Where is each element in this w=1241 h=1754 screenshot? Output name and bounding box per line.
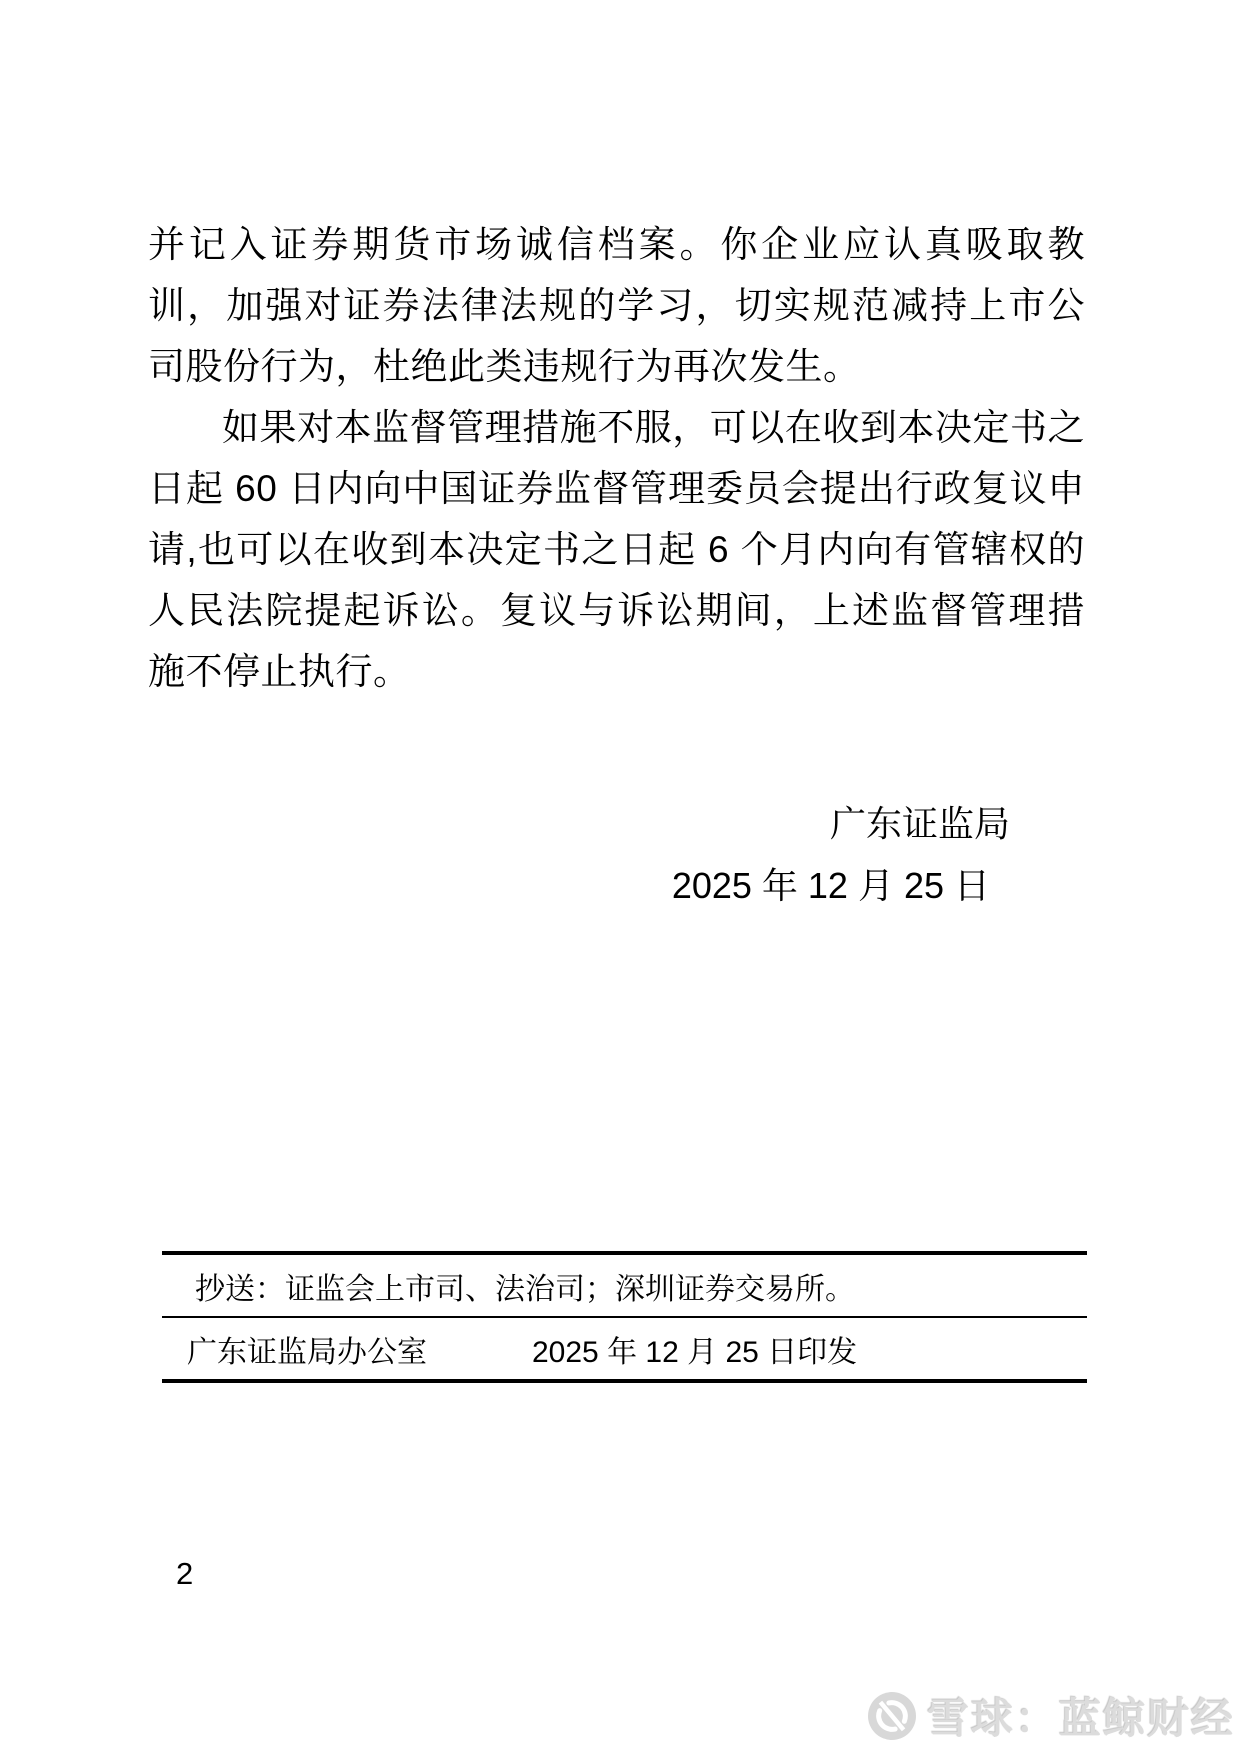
signature-authority: 广东证监局 [829,803,1010,844]
document-body [148,214,1085,702]
footer-table [162,1251,1087,1383]
page-number: 2 [176,1556,194,1591]
body-paragraph-1: 并记入证券期货市场诚信档案。你企业应认真吸取教训，加强对证券法律法规的学习，切实规范减持上市公司股份行为，杜绝此类违规行为再次发生。 [148,224,1085,387]
footer-cc-row [162,1255,1087,1318]
watermark [867,1686,1235,1746]
body-paragraph-2: 如果对本监督管理措施不服，可以在收到本决定书之日起 60 日内向中国证券监督管理委员会提出行政复议申请,也可以在收到本决定书之日起 6 个月内向有管辖权的人民法院提起诉讼。复议与诉讼期间，上述监督管理措施不停止执行。 [148,407,1085,692]
xueqiu-logo-icon [867,1691,917,1741]
signature-date: 2025 年 12 月 25 日 [671,865,990,906]
footer-issue-row [162,1318,1087,1379]
issuing-office: 广东证监局办公室 [187,1335,427,1369]
watermark-source-label: 雪球：蓝鲸财经 [926,1695,1235,1742]
cc-line: 抄送：证监会上市司、法治司；深圳证券交易所。 [195,1272,855,1306]
print-date: 2025 年 12 月 25 日印发 [532,1335,858,1369]
